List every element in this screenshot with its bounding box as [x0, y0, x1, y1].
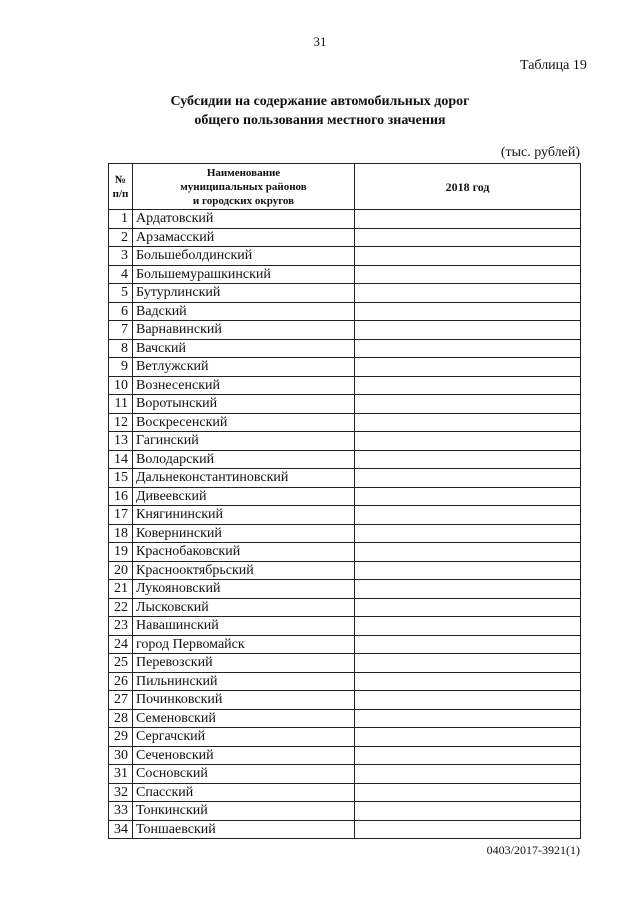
- row-number: 25: [109, 654, 133, 673]
- table-row: [109, 654, 581, 673]
- table-row: [109, 395, 581, 414]
- table-row: [109, 580, 581, 599]
- row-value: [355, 709, 581, 728]
- row-name: Вачский: [133, 339, 355, 358]
- row-name: Краснобаковский: [133, 543, 355, 562]
- table-label: Таблица 19: [520, 58, 587, 73]
- row-name: Сеченовский: [133, 746, 355, 765]
- row-number: 22: [109, 598, 133, 617]
- table-row: [109, 598, 581, 617]
- row-number: 4: [109, 265, 133, 284]
- row-name: Навашинский: [133, 617, 355, 636]
- table-row: [109, 728, 581, 747]
- row-name: Княгининский: [133, 506, 355, 525]
- row-name: Воротынский: [133, 395, 355, 414]
- row-name: Володарский: [133, 450, 355, 469]
- row-name: Спасский: [133, 783, 355, 802]
- subsidies-table: [108, 163, 581, 839]
- header-number-line-1: №: [114, 173, 127, 186]
- row-number: 23: [109, 617, 133, 636]
- row-value: [355, 561, 581, 580]
- row-name: Семеновский: [133, 709, 355, 728]
- table-row: [109, 820, 581, 839]
- row-name: Воскресенский: [133, 413, 355, 432]
- row-value: [355, 469, 581, 488]
- table-row: [109, 228, 581, 247]
- row-number: 31: [109, 765, 133, 784]
- row-value: [355, 450, 581, 469]
- row-name: Варнавинский: [133, 321, 355, 340]
- row-name: Большеболдинский: [133, 247, 355, 266]
- row-value: [355, 432, 581, 451]
- row-value: [355, 598, 581, 617]
- row-value: [355, 543, 581, 562]
- row-number: 16: [109, 487, 133, 506]
- row-name: Лысковский: [133, 598, 355, 617]
- table-row: [109, 339, 581, 358]
- row-name: Гагинский: [133, 432, 355, 451]
- table-row: [109, 561, 581, 580]
- header-number: [109, 164, 133, 210]
- units-label: (тыс. рублей): [500, 145, 580, 160]
- row-name: Перевозский: [133, 654, 355, 673]
- row-value: [355, 783, 581, 802]
- row-number: 10: [109, 376, 133, 395]
- row-value: [355, 395, 581, 414]
- row-number: 32: [109, 783, 133, 802]
- row-number: 24: [109, 635, 133, 654]
- row-number: 6: [109, 302, 133, 321]
- row-number: 28: [109, 709, 133, 728]
- row-name: Сосновский: [133, 765, 355, 784]
- row-number: 3: [109, 247, 133, 266]
- row-number: 20: [109, 561, 133, 580]
- table-row: [109, 284, 581, 303]
- row-number: 11: [109, 395, 133, 414]
- row-number: 34: [109, 820, 133, 839]
- row-name: Дальнеконстантиновский: [133, 469, 355, 488]
- row-name: город Первомайск: [133, 635, 355, 654]
- row-value: [355, 413, 581, 432]
- row-name: Арзамасский: [133, 228, 355, 247]
- row-number: 2: [109, 228, 133, 247]
- table-row: [109, 783, 581, 802]
- row-value: [355, 339, 581, 358]
- header-name-line-1: Наименование: [206, 166, 281, 179]
- row-number: 1: [109, 210, 133, 229]
- row-number: 26: [109, 672, 133, 691]
- row-name: Большемурашкинский: [133, 265, 355, 284]
- table-row: [109, 302, 581, 321]
- table-row: [109, 450, 581, 469]
- row-name: Ветлужский: [133, 358, 355, 377]
- row-number: 15: [109, 469, 133, 488]
- row-name: Бутурлинский: [133, 284, 355, 303]
- table-row: [109, 672, 581, 691]
- table-row: [109, 746, 581, 765]
- row-value: [355, 524, 581, 543]
- page-number: 31: [313, 34, 327, 49]
- table-row: [109, 506, 581, 525]
- row-number: 21: [109, 580, 133, 599]
- row-value: [355, 691, 581, 710]
- row-value: [355, 654, 581, 673]
- table-row: [109, 765, 581, 784]
- title-line-2: общего пользования местного значения: [194, 113, 446, 128]
- row-value: [355, 265, 581, 284]
- row-number: 29: [109, 728, 133, 747]
- table-row: [109, 487, 581, 506]
- table-row: [109, 469, 581, 488]
- table-row: [109, 265, 581, 284]
- row-name: Пильнинский: [133, 672, 355, 691]
- row-number: 14: [109, 450, 133, 469]
- row-value: [355, 617, 581, 636]
- row-value: [355, 580, 581, 599]
- row-value: [355, 746, 581, 765]
- row-number: 30: [109, 746, 133, 765]
- table-row: [109, 358, 581, 377]
- table-row: [109, 543, 581, 562]
- row-number: 9: [109, 358, 133, 377]
- row-number: 19: [109, 543, 133, 562]
- table-row: [109, 524, 581, 543]
- row-number: 5: [109, 284, 133, 303]
- header-name-line-3: и городских округов: [192, 194, 295, 207]
- row-value: [355, 728, 581, 747]
- row-value: [355, 284, 581, 303]
- row-number: 33: [109, 802, 133, 821]
- table-row: [109, 802, 581, 821]
- row-number: 27: [109, 691, 133, 710]
- row-value: [355, 247, 581, 266]
- document-code: 0403/2017-3921(1): [486, 843, 580, 857]
- row-number: 18: [109, 524, 133, 543]
- table-row: [109, 691, 581, 710]
- row-value: [355, 358, 581, 377]
- table-row: [109, 247, 581, 266]
- row-name: Вадский: [133, 302, 355, 321]
- row-value: [355, 228, 581, 247]
- row-value: [355, 635, 581, 654]
- row-number: 7: [109, 321, 133, 340]
- row-name: Краснооктябрьский: [133, 561, 355, 580]
- row-value: [355, 210, 581, 229]
- row-value: [355, 321, 581, 340]
- row-name: Ковернинский: [133, 524, 355, 543]
- header-number-line-2: п/п: [112, 187, 129, 200]
- document-title: [0, 92, 640, 130]
- row-value: [355, 672, 581, 691]
- table-row: [109, 432, 581, 451]
- row-value: [355, 487, 581, 506]
- table-row: [109, 617, 581, 636]
- row-value: [355, 506, 581, 525]
- row-value: [355, 820, 581, 839]
- row-value: [355, 376, 581, 395]
- table-row: [109, 210, 581, 229]
- table-row: [109, 413, 581, 432]
- row-number: 13: [109, 432, 133, 451]
- table-row: [109, 376, 581, 395]
- row-number: 8: [109, 339, 133, 358]
- row-name: Дивеевский: [133, 487, 355, 506]
- row-value: [355, 765, 581, 784]
- row-name: Ардатовский: [133, 210, 355, 229]
- row-name: Починковский: [133, 691, 355, 710]
- title-line-1: Субсидии на содержание автомобильных дорог: [170, 94, 470, 109]
- row-number: 17: [109, 506, 133, 525]
- row-name: Тоншаевский: [133, 820, 355, 839]
- row-name: Сергачский: [133, 728, 355, 747]
- row-value: [355, 302, 581, 321]
- row-number: 12: [109, 413, 133, 432]
- row-value: [355, 802, 581, 821]
- header-name: [133, 164, 355, 210]
- table-row: [109, 635, 581, 654]
- header-year: 2018 год: [355, 164, 581, 210]
- row-name: Тонкинский: [133, 802, 355, 821]
- row-name: Лукояновский: [133, 580, 355, 599]
- header-name-line-2: муниципальных районов: [180, 180, 307, 193]
- table-row: [109, 321, 581, 340]
- table-header-row: [109, 164, 581, 210]
- table-body: [109, 210, 581, 839]
- row-name: Вознесенский: [133, 376, 355, 395]
- table-row: [109, 709, 581, 728]
